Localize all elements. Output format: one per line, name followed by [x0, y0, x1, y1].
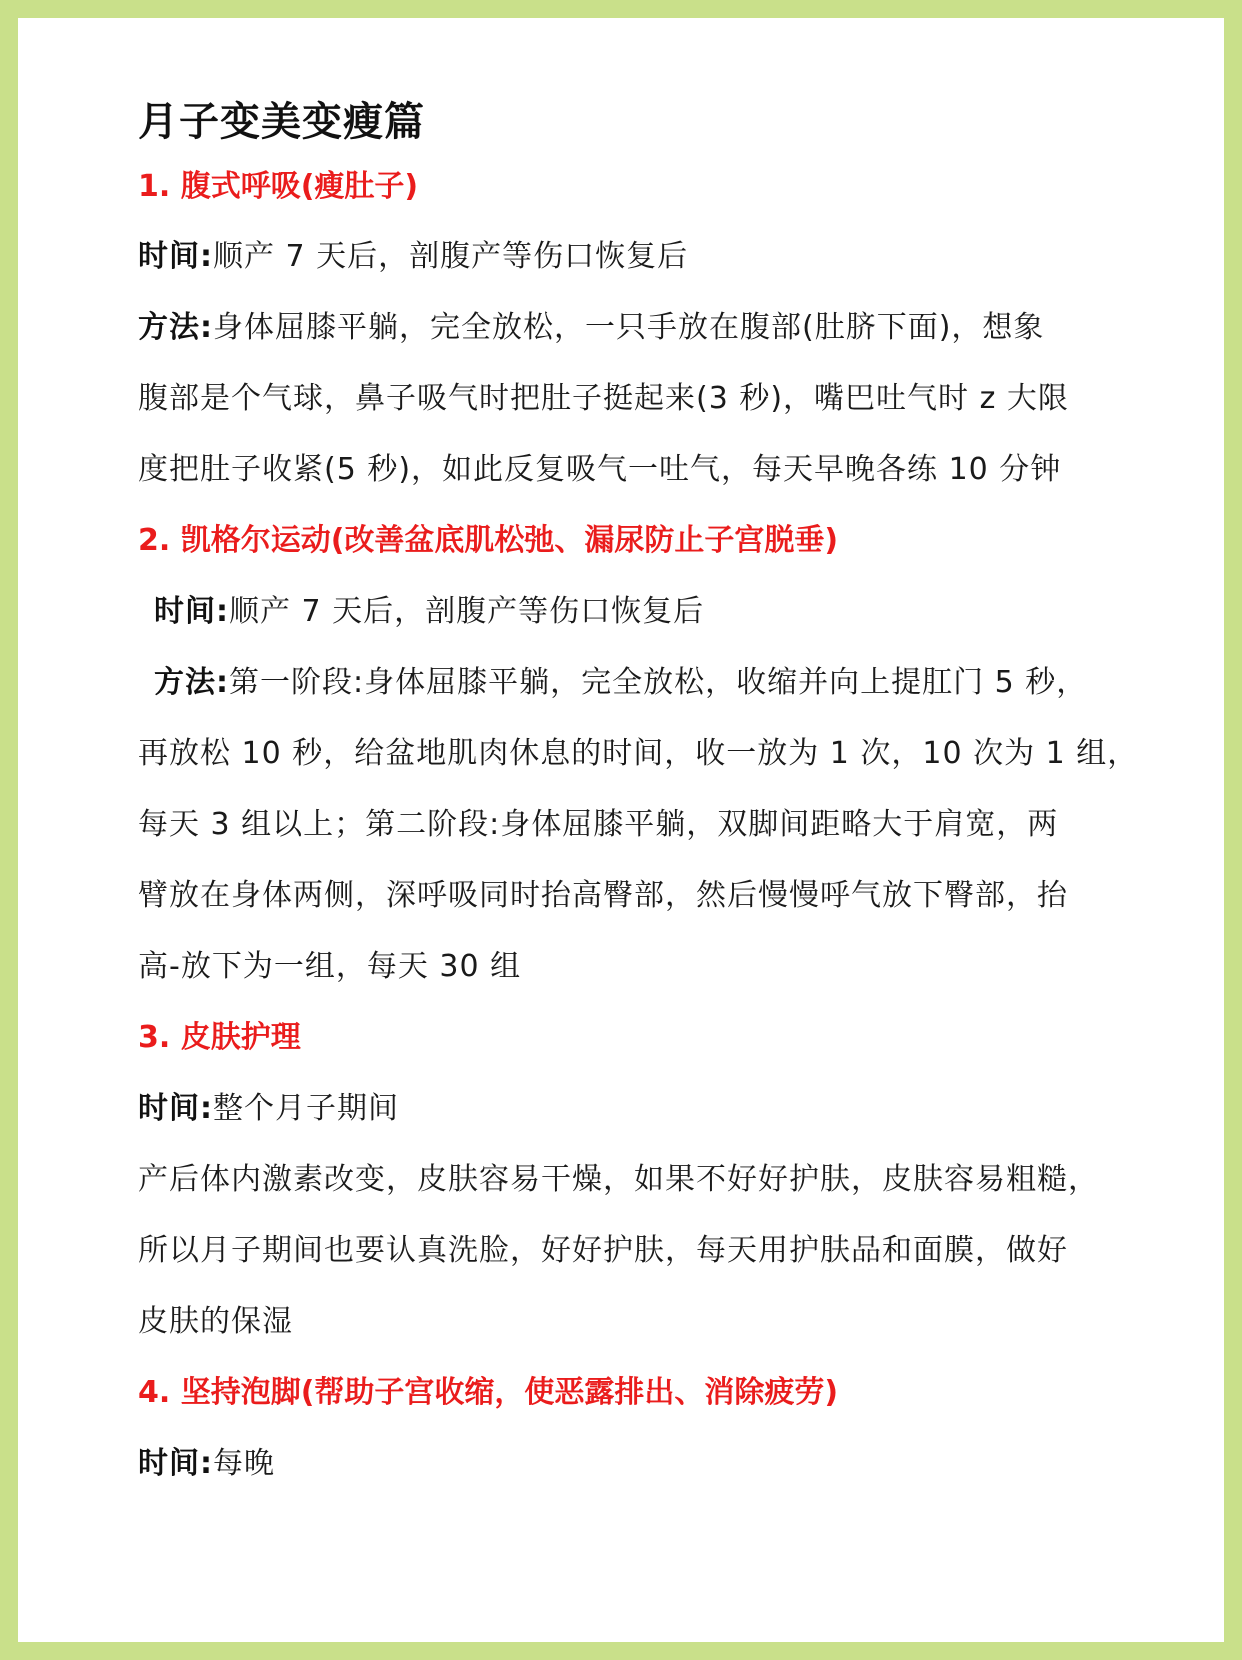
article-title: 月子变美变瘦篇 — [138, 99, 425, 145]
section-3-heading: 3. 皮肤护理 — [138, 1020, 301, 1055]
time-text: 顺产 7 天后，剖腹产等伤口恢复后 — [229, 594, 705, 629]
section-1-time — [138, 231, 688, 275]
section-1-method-line-2: 腹部是个气球，鼻子吸气时把肚子挺起来(3 秒)，嘴巴吐气时 z 大限 — [138, 381, 1069, 416]
method-text: 第一阶段:身体屈膝平躺，完全放松，收缩并向上提肛门 5 秒， — [229, 665, 1088, 700]
section-4-time — [138, 1438, 275, 1482]
time-text: 顺产 7 天后，剖腹产等伤口恢复后 — [213, 239, 689, 274]
time-label: 时间: — [154, 594, 229, 629]
section-3-time — [138, 1083, 399, 1127]
method-text: 身体屈膝平躺，完全放松，一只手放在腹部(肚脐下面)，想象 — [213, 310, 1045, 345]
method-label: 方法: — [154, 665, 229, 700]
section-2-method-line-5: 高-放下为一组，每天 30 组 — [138, 949, 522, 984]
section-1-heading: 1. 腹式呼吸(瘦肚子) — [138, 169, 419, 204]
section-2-time — [154, 586, 704, 630]
section-3-body-line-2: 所以月子期间也要认真洗脸，好好护肤，每天用护肤品和面膜，做好 — [138, 1233, 1068, 1268]
page-card — [18, 18, 1224, 1642]
section-4-heading: 4. 坚持泡脚(帮助子宫收缩，使恶露排出、消除疲劳) — [138, 1375, 839, 1410]
time-label: 时间: — [138, 1446, 213, 1481]
time-label: 时间: — [138, 239, 213, 274]
section-2-method-line-4: 臂放在身体两侧，深呼吸同时抬高臀部，然后慢慢呼气放下臀部，抬 — [138, 878, 1068, 913]
section-2-method-line-1 — [154, 657, 1087, 701]
method-label: 方法: — [138, 310, 213, 345]
section-3-body-line-3: 皮肤的保湿 — [138, 1304, 293, 1339]
time-text: 整个月子期间 — [213, 1091, 399, 1126]
section-3-body-line-1: 产后体内激素改变，皮肤容易干燥，如果不好好护肤，皮肤容易粗糙， — [138, 1162, 1099, 1197]
section-2-method-line-2: 再放松 10 秒，给盆地肌肉休息的时间，收一放为 1 次，10 次为 1 组， — [138, 736, 1139, 771]
time-text: 每晚 — [213, 1446, 275, 1481]
section-2-method-line-3: 每天 3 组以上；第二阶段:身体屈膝平躺，双脚间距略大于肩宽，两 — [138, 807, 1059, 842]
time-label: 时间: — [138, 1091, 213, 1126]
section-2-heading: 2. 凯格尔运动(改善盆底肌松弛、漏尿防止子宫脱垂) — [138, 523, 839, 558]
section-1-method-line-3: 度把肚子收紧(5 秒)，如此反复吸气一吐气，每天早晚各练 10 分钟 — [138, 452, 1062, 487]
section-1-method-line-1 — [138, 302, 1044, 346]
